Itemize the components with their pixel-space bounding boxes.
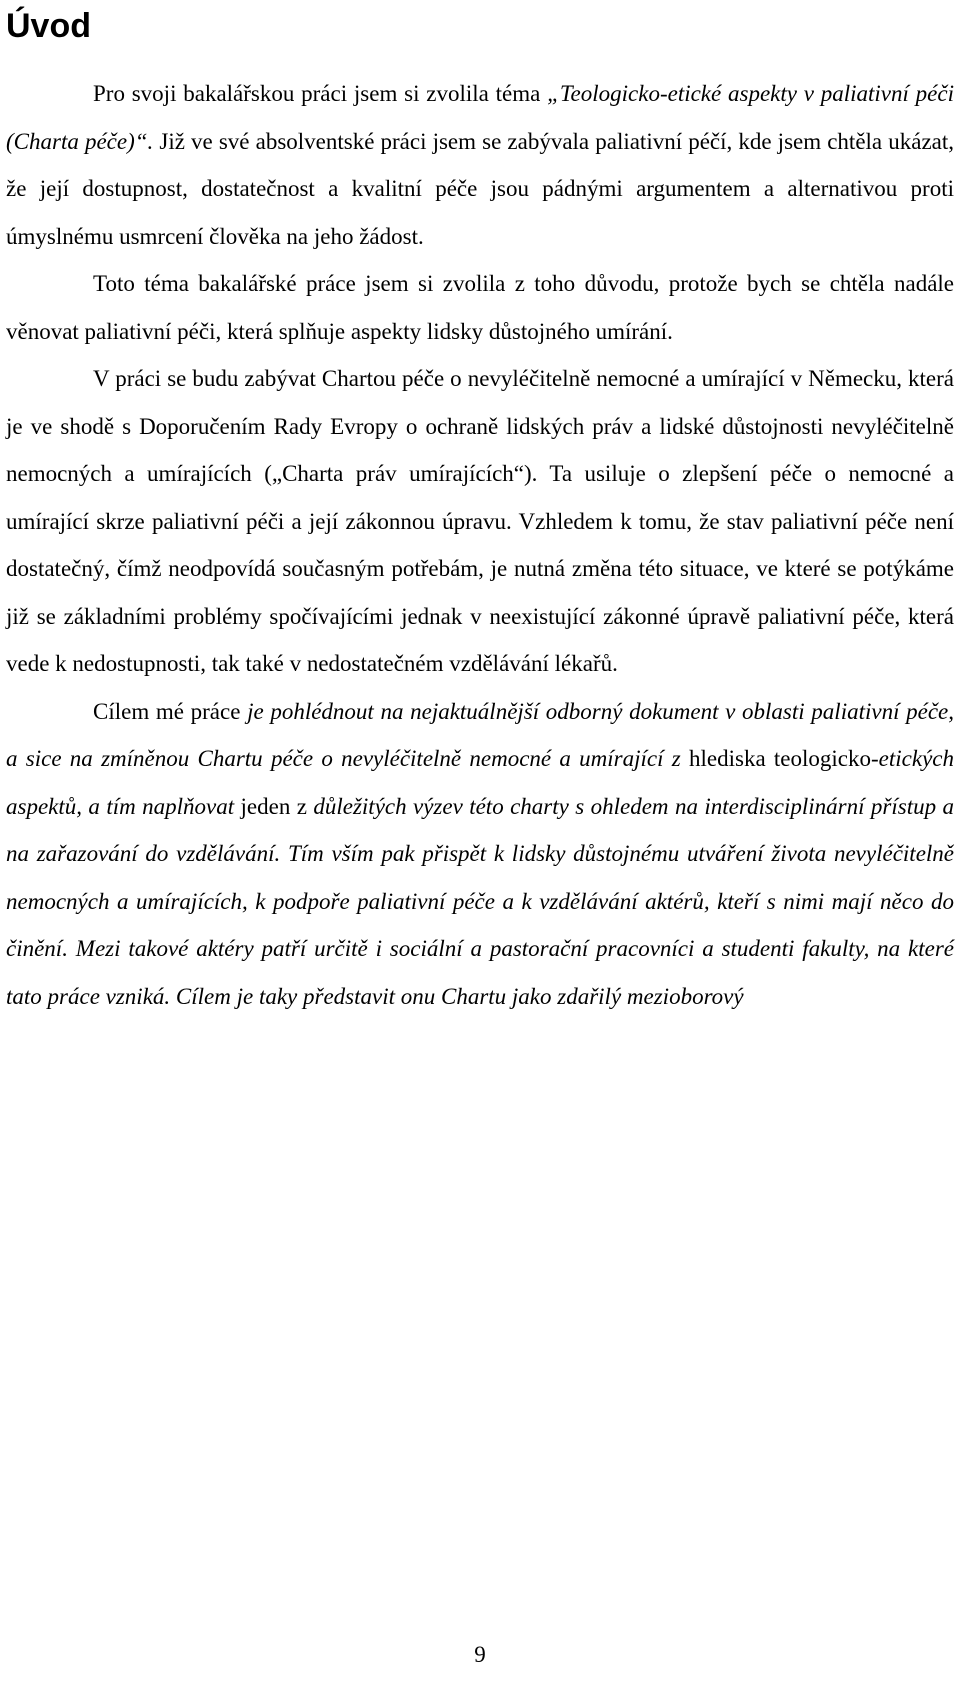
paragraph-3: V práci se budu zabývat Chartou péče o nevyléčitelně nemocné a umírající v Německu, která je ve shodě s Doporučením Rady Evropy o ochraně lidských práv a lidské důstojnosti nevyléčitelně nemocných a umírajících („Charta práv umírajících“). Ta usiluje o zlepšení péče o nemocné a umírající skrze paliativní péči a její zákonnou úpravu. Vzhledem k tomu, že stav paliativní péče není dostatečný, čímž neodpovídá současným potřebám, je nutná změna této situace, ve které se potýkáme již se základními problémy spočívajícími jednak v neexistující zákonné úpravě paliativní péče, která vede k nedostupnosti, tak také v nedostatečném vzdělávání lékařů. <box>6 366 954 676</box>
page-number: 9 <box>474 1642 486 1667</box>
paragraph-1-topic-title: „Teologicko-etické aspekty v paliativní péči (Charta péče)“. <box>6 81 954 154</box>
paragraph-4-part-c: hlediska teologicko- <box>689 746 879 771</box>
paragraph-4-part-e: jeden z <box>234 793 314 819</box>
paragraph-4-part-a: Cílem mé práce <box>93 698 248 724</box>
paragraph-4-part-f: důležitých výzev této charty s ohledem na interdisciplinární přístup a na zařazování do vzdělávání. Tím vším pak přispět k lidsky důstojnému utváření života nevyléčitelně nemocných a umírajících, k podpoře paliativní péče a k vzdělávání aktérů, kteří s nimi mají něco do činění. Mezi takové aktéry patří určitě i sociální a pastorační pracovníci a studenti fakulty, na které tato práce vzniká. Cílem je taky představit onu Chartu jako zdařilý mezioborový <box>6 793 954 1009</box>
paragraph-4 <box>6 688 954 1021</box>
document-page <box>6 0 954 1696</box>
section-heading: Úvod <box>6 7 91 45</box>
paragraph-1-intro: Pro svoji bakalářskou práci jsem si zvolila téma <box>93 81 548 106</box>
body-text <box>6 70 954 1020</box>
paragraph-4-part-d: etických aspektů, a tím naplňovat <box>6 746 954 819</box>
paragraph-4-part-b: je pohlédnout na nejaktuálnější odborný dokument v oblasti paliativní péče, a sice na zmíněnou Chartu péče o nevyléčitelně nemocné a umírající z <box>6 698 954 771</box>
paragraph-2: Toto téma bakalářské práce jsem si zvolila z toho důvodu, protože bych se chtěla nadále věnovat paliativní péči, která splňuje aspekty lidsky důstojného umírání. <box>6 271 954 344</box>
paragraph-1-rest: Již ve své absolventské práci jsem se zabývala paliativní péčí, kde jsem chtěla ukázat, že její dostupnost, dostatečnost a kvalitní péče jsou pádnými argumentem a alternativou proti úmyslnému usmrcení člověka na jeho žádost. <box>6 128 954 249</box>
paragraph-1 <box>6 70 954 260</box>
